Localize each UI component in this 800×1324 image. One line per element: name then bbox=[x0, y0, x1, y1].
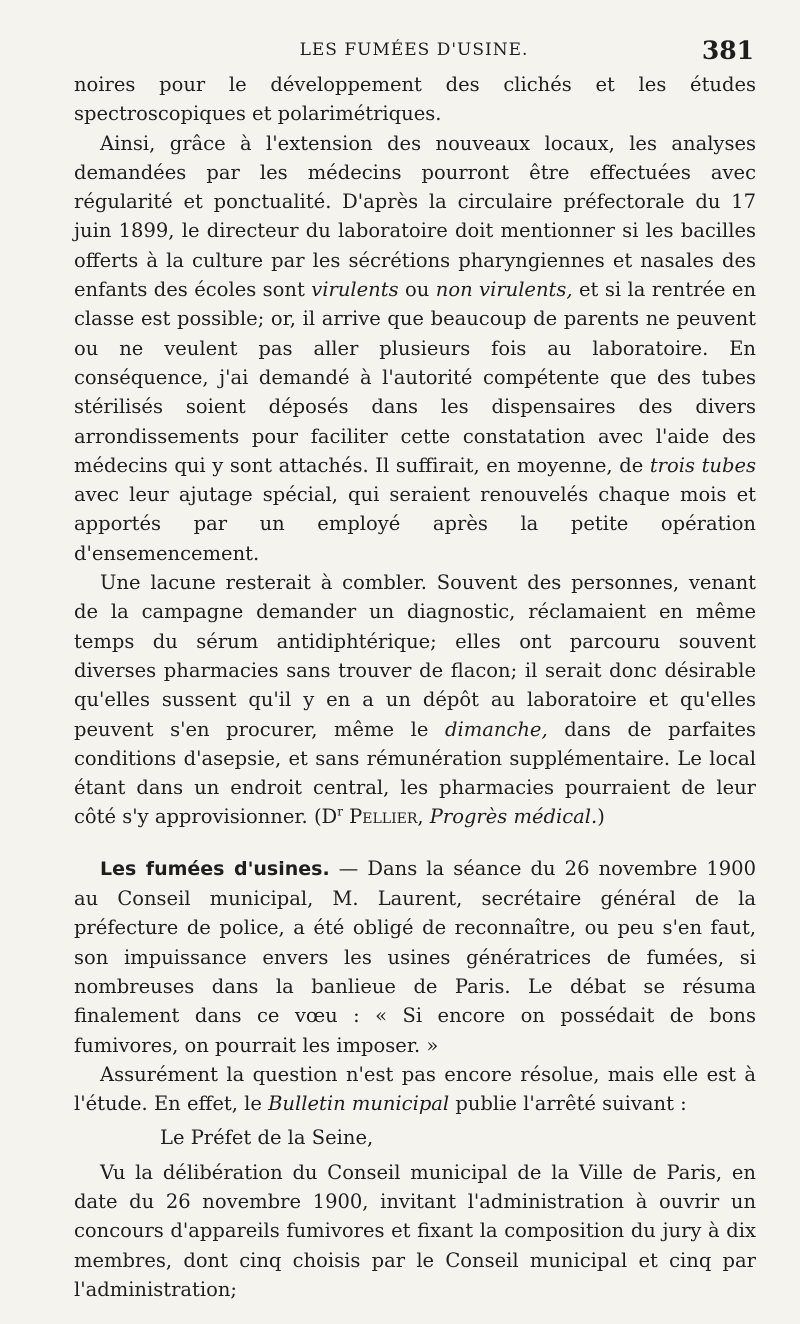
p2-text-c: ou bbox=[398, 278, 436, 302]
p2-italic-trois-tubes: trois tubes bbox=[649, 453, 756, 477]
p3-close-paren: ) bbox=[597, 805, 605, 829]
p5-italic-bulletin: Bulletin municipal bbox=[268, 1092, 450, 1116]
p3-author: Pellier, bbox=[342, 805, 424, 829]
page-header bbox=[74, 36, 754, 66]
p2-italic-non-virulents: non virulents, bbox=[435, 278, 573, 302]
p5-text-a: Assurément la question n'est pas encore résolue, mais elle est à l'étude. En effet, le bbox=[74, 1062, 756, 1116]
p3-sup-r: r bbox=[337, 804, 343, 819]
running-title: LES FUMÉES D'USINE. bbox=[299, 40, 529, 60]
p2-text-a: Ainsi, grâce à l'extension des nouveaux locaux, les analyses demandées par les médecins pourront être effectuées avec régularité et ponctualité. D'après la circulaire préfectorale du 17 juin 1899, le directeur du laboratoire doit mentionner si les bacilles offerts à la culture par les sécrétions pharyngiennes et nasales des enfants des écoles sont bbox=[74, 131, 756, 302]
paragraph-5 bbox=[74, 1060, 756, 1119]
p2-text-g: avec leur ajutage spécial, qui seraient renouvelés chaque mois et apportés par un employé après la petite opération d'ensemencement. bbox=[74, 483, 756, 565]
p2-italic-virulents: virulents bbox=[311, 278, 399, 302]
paragraph-3 bbox=[74, 568, 756, 832]
p3-italic-source: Progrès médical. bbox=[429, 805, 598, 829]
paragraph-1: noires pour le développement des clichés et les études spectroscopiques et polarimétriques. bbox=[74, 73, 756, 126]
p3-text-a: Une lacune resterait à combler. Souvent des personnes, venant de la campagne demander un diagnostic, réclamaient en même temps du sérum antidiphtérique; elles ont parcouru souvent diverses pharmacies sans trouver de flacon; il serait donc désirable qu'elles sussent qu'il y en a un dépôt au laboratoire et qu'elles peuvent s'en procurer, même le bbox=[74, 571, 756, 741]
paragraph-2 bbox=[74, 129, 756, 568]
p2-text-e: et si la rentrée en classe est possible; or, il arrive que beaucoup de parents ne peuvent ou ne veulent pas aller plusieurs fois au laboratoire. En conséquence, j'ai demandé à l'autorité compétente que des tubes stérilisés soient déposés dans les dispensaires des divers arrondissements pour faciliter cette constatation avec l'aide des médecins qui y sont attachés. Il suffirait, en moyenne, de bbox=[74, 278, 757, 477]
p5-text-c: publie l'arrêté suivant : bbox=[449, 1092, 687, 1116]
p4-text: — Dans la séance du 26 novembre 1900 au Conseil municipal, M. Laurent, secrétaire général de la préfecture de police, a été obligé de reconnaître, ou peu s'en faut, son impuissance envers les usines génératrices de fumées, si nombreuses dans la banlieue de Paris. Le débat se résuma finalement dans ce vœu : « Si encore on possédait de bons fumivores, on pourrait les imposer. » bbox=[74, 856, 756, 1057]
section-title: Les fumées d'usines. bbox=[100, 857, 330, 880]
p3-italic-dimanche: dimanche, bbox=[445, 717, 548, 741]
page-number: 381 bbox=[701, 36, 754, 65]
body-text bbox=[74, 70, 756, 1304]
paragraph-7: Vu la délibération du Conseil municipal de la Ville de Paris, en date du 26 novembre 1900, invitant l'administration à ouvrir un concours d'appareils fumivores et fixant la composition du jury à dix membres, dont cinq choisis par le Conseil municipal et cinq par l'administration; bbox=[74, 1160, 756, 1301]
paragraph-4 bbox=[74, 854, 756, 1060]
paragraph-6: Le Préfet de la Seine, bbox=[160, 1126, 374, 1150]
p3-text-c: dans de parfaites conditions d'asepsie, et sans rémunération supplémentaire. Le local étant dans un endroit central, les pharmacies pourraient de leur côté s'y approvisionner. (D bbox=[74, 717, 757, 829]
